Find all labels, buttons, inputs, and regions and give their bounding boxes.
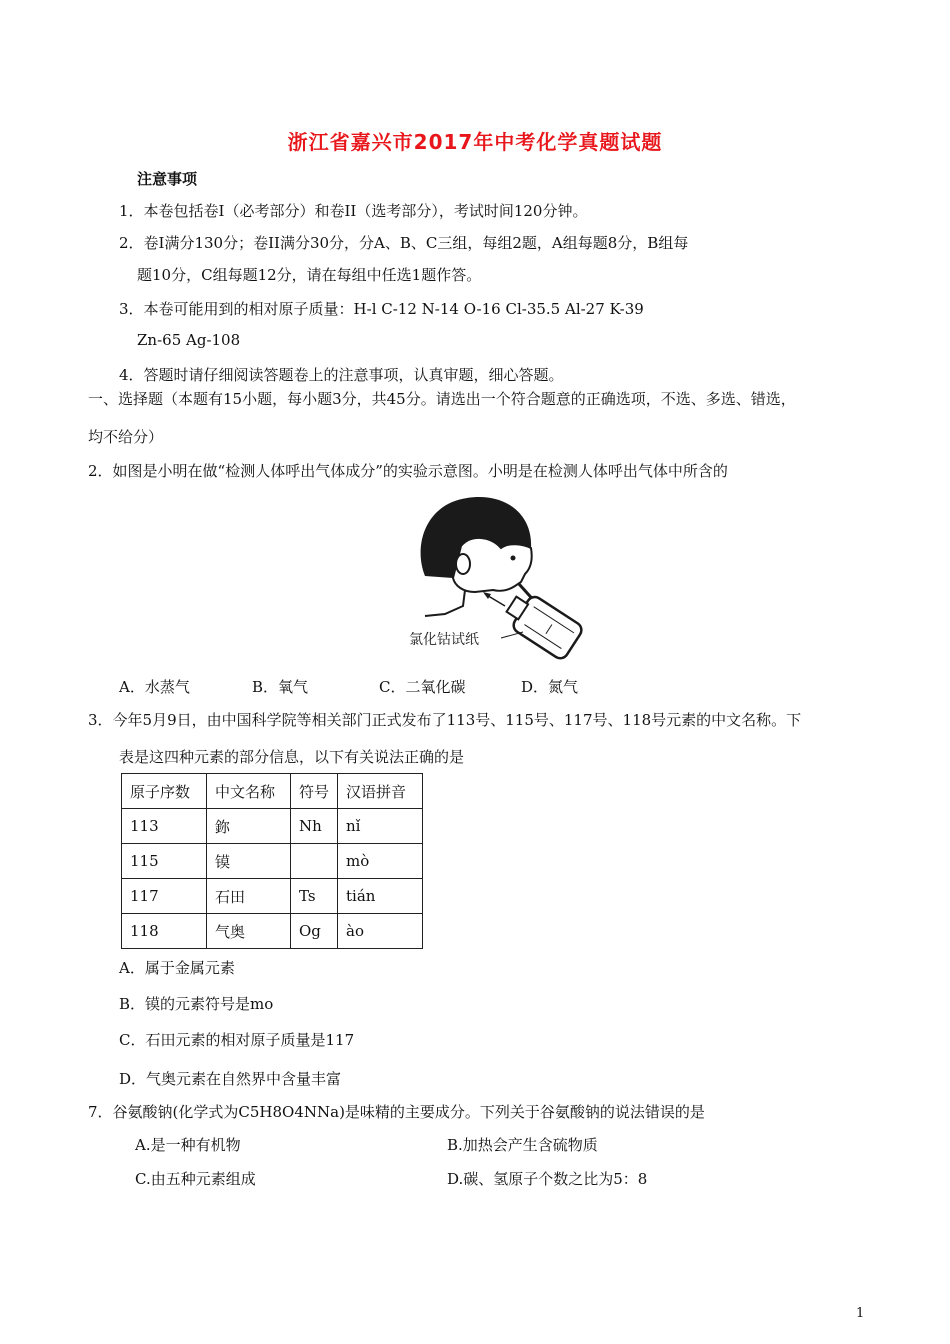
question-2-stem: 2．如图是小明在做“检测人体呼出气体成分”的实验示意图。小明是在检测人体呼出气体中所含的 — [88, 462, 728, 480]
table-cell: 118 — [122, 914, 207, 949]
table-row — [122, 879, 423, 914]
breath-test-illustration — [405, 486, 585, 661]
question-3-stem-line-1: 3．今年5月9日，由中国科学院等相关部门正式发布了113号、115号、117号、118号元素的中文名称。下 — [88, 711, 802, 729]
question-7-option-a: A.是一种有机物 — [135, 1136, 241, 1154]
table-header-cell: 原子序数 — [122, 774, 207, 809]
table-cell: Ts — [291, 879, 338, 914]
table-cell: Og — [291, 914, 338, 949]
section-1-intro-line-1: 一、选择题（本题有15小题，每小题3分，共45分。请选出一个符合题意的正确选项，不选、多选、错选， — [88, 390, 796, 408]
element-info-table — [121, 773, 423, 949]
question-7-stem: 7．谷氨酸钠(化学式为C5H8O4NNa)是味精的主要成分。下列关于谷氨酸钠的说法错误的是 — [88, 1103, 705, 1121]
question-7-option-b: B.加热会产生含硫物质 — [447, 1136, 598, 1154]
figure-caption: 氯化钴试纸 — [409, 632, 479, 648]
table-header-cell: 符号 — [291, 774, 338, 809]
table-cell: 115 — [122, 844, 207, 879]
notice-item-1: 1．本卷包括卷Ⅰ（必考部分）和卷II（选考部分），考试时间120分钟。 — [119, 202, 588, 220]
question-2-option-a: A．水蒸气 — [119, 678, 190, 696]
table-cell: 117 — [122, 879, 207, 914]
table-cell — [291, 844, 338, 879]
table-cell: nǐ — [338, 809, 423, 844]
table-row — [122, 809, 423, 844]
table-cell: tián — [338, 879, 423, 914]
table-cell: 石田 — [207, 879, 291, 914]
notice-item-2-line-1: 2．卷Ⅰ满分130分；卷II满分30分，分A、B、C三组，每组2题，A组每题8分，B组每 — [119, 234, 689, 252]
notice-item-2-line-2: 题10分，C组每题12分，请在每组中任选1题作答。 — [137, 266, 482, 284]
table-row — [122, 914, 423, 949]
notice-item-3-line-2: Zn-65 Ag-108 — [137, 331, 241, 349]
section-1-intro-line-2: 均不给分） — [88, 428, 164, 446]
table-header-row — [122, 774, 423, 809]
breath-test-figure — [405, 486, 585, 661]
table-cell: Nh — [291, 809, 338, 844]
table-cell: 镆 — [207, 844, 291, 879]
table-cell: 气奥 — [207, 914, 291, 949]
table-header-cell: 汉语拼音 — [338, 774, 423, 809]
table-cell: 鉨 — [207, 809, 291, 844]
question-2-option-b: B．氧气 — [252, 678, 309, 696]
question-3-option-a: A．属于金属元素 — [119, 959, 235, 977]
question-2-option-d: D．氮气 — [521, 678, 579, 696]
question-3-option-b: B．镆的元素符号是mo — [119, 995, 274, 1013]
table-row — [122, 844, 423, 879]
question-3-option-d: D．气奥元素在自然界中含量丰富 — [119, 1070, 342, 1088]
table-cell: ào — [338, 914, 423, 949]
table-cell: mò — [338, 844, 423, 879]
question-7-option-d: D.碳、氢原子个数之比为5：8 — [447, 1170, 648, 1188]
notice-item-4: 4．答题时请仔细阅读答题卷上的注意事项，认真审题，细心答题。 — [119, 366, 564, 384]
page-title: 浙江省嘉兴市2017年中考化学真题试题 — [287, 130, 663, 154]
table-header-cell: 中文名称 — [207, 774, 291, 809]
page-number: 1 — [856, 1306, 865, 1321]
notice-heading: 注意事项 — [137, 170, 198, 188]
notice-item-3-line-1: 3．本卷可能用到的相对原子质量：H-l C-12 N-14 O-16 Cl-35.5 Al-27 K-39 — [119, 300, 644, 318]
question-3-stem-line-2: 表是这四种元素的部分信息，以下有关说法正确的是 — [119, 748, 465, 766]
question-2-option-c: C．二氧化碳 — [379, 678, 466, 696]
question-3-option-c: C．石田元素的相对原子质量是117 — [119, 1031, 355, 1049]
question-7-option-c: C.由五种元素组成 — [135, 1170, 256, 1188]
table-cell: 113 — [122, 809, 207, 844]
